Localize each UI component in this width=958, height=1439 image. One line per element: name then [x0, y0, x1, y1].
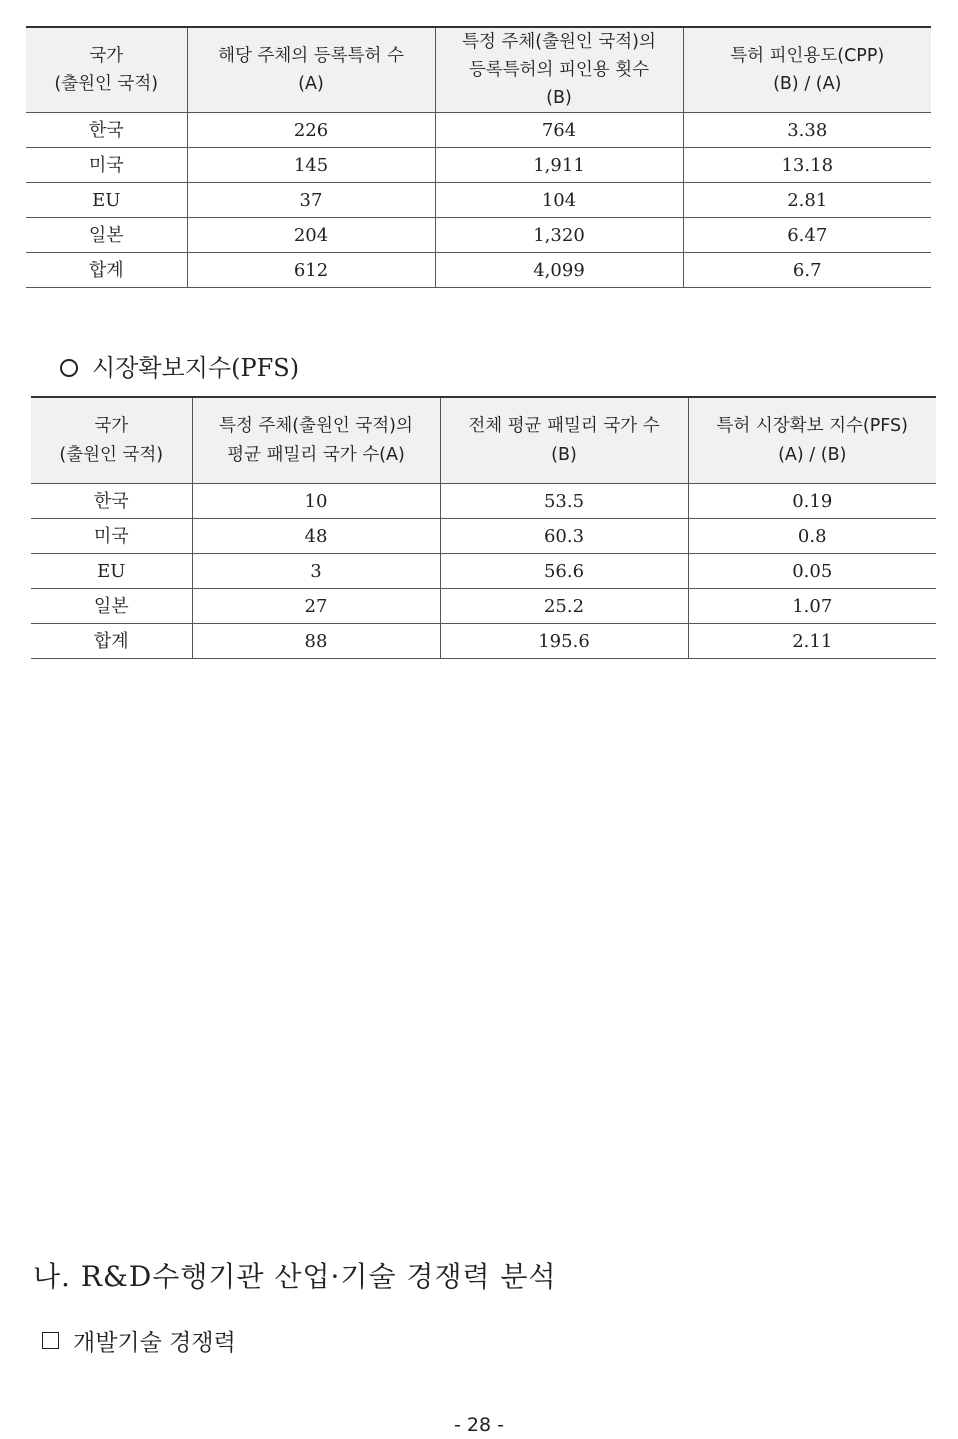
table-cell: 764 — [435, 113, 683, 148]
table-cell: 195.6 — [440, 624, 688, 659]
table-cell: 37 — [187, 183, 435, 218]
header-cpp: 특허 피인용도(CPP) (B) / (A) — [683, 27, 931, 113]
table-cell: 2.81 — [683, 183, 931, 218]
table-cell: 48 — [192, 519, 440, 554]
table-cell: 145 — [187, 148, 435, 183]
table-cell: 합계 — [26, 253, 187, 288]
table-cell: 1,911 — [435, 148, 683, 183]
table-cell: 3 — [192, 554, 440, 589]
table-row — [31, 519, 936, 554]
pfs-section-title — [60, 348, 299, 383]
table-cell: 6.7 — [683, 253, 931, 288]
header-citation-count: 특정 주체(출원인 국적)의 등록특허의 피인용 횟수 (B) — [435, 27, 683, 113]
table-cell: 한국 — [31, 484, 192, 519]
table-cell: EU — [26, 183, 187, 218]
table-cell: 53.5 — [440, 484, 688, 519]
table-cell: 60.3 — [440, 519, 688, 554]
table-cell: 4,099 — [435, 253, 683, 288]
table-cell: 0.8 — [688, 519, 936, 554]
table-header-row — [26, 27, 931, 113]
header-country: 국가 (출원인 국적) — [31, 397, 192, 484]
subsection-label: 개발기술 경쟁력 — [73, 1330, 236, 1356]
table-row — [26, 113, 931, 148]
table-cell: EU — [31, 554, 192, 589]
table-cell: 27 — [192, 589, 440, 624]
header-pfs: 특허 시장확보 지수(PFS) (A) / (B) — [688, 397, 936, 484]
table-row-total — [26, 253, 931, 288]
header-avg-family-countries: 특정 주체(출원인 국적)의 평균 패밀리 국가 수(A) — [192, 397, 440, 484]
pfs-table — [31, 396, 936, 659]
page-number: - 28 - — [454, 1414, 504, 1436]
header-total-avg-family: 전체 평균 패밀리 국가 수 (B) — [440, 397, 688, 484]
table-row — [26, 183, 931, 218]
table-cell: 6.47 — [683, 218, 931, 253]
checkbox-bullet-icon — [42, 1332, 59, 1349]
table-cell: 25.2 — [440, 589, 688, 624]
cpp-table — [26, 26, 931, 288]
table-cell: 1.07 — [688, 589, 936, 624]
table-row — [26, 148, 931, 183]
subsection-title — [42, 1324, 236, 1357]
table-cell: 0.05 — [688, 554, 936, 589]
table-cell: 0.19 — [688, 484, 936, 519]
table-row-total — [31, 624, 936, 659]
table-cell: 합계 — [31, 624, 192, 659]
table-row — [26, 218, 931, 253]
header-country: 국가 (출원인 국적) — [26, 27, 187, 113]
table-cell: 612 — [187, 253, 435, 288]
table-row — [31, 589, 936, 624]
table-row — [31, 554, 936, 589]
table-cell: 88 — [192, 624, 440, 659]
table-cell: 104 — [435, 183, 683, 218]
table-cell: 56.6 — [440, 554, 688, 589]
table-cell: 미국 — [31, 519, 192, 554]
circle-bullet-icon — [60, 359, 78, 377]
table-cell: 미국 — [26, 148, 187, 183]
table-header-row — [31, 397, 936, 484]
header-registered-patents: 해당 주체의 등록특허 수 (A) — [187, 27, 435, 113]
pfs-section-label: 시장확보지수(PFS) — [92, 354, 300, 382]
table-cell: 13.18 — [683, 148, 931, 183]
section-heading: 나. R&D수행기관 산업·기술 경쟁력 분석 — [33, 1260, 557, 1293]
table-row — [31, 484, 936, 519]
table-cell: 204 — [187, 218, 435, 253]
table-cell: 1,320 — [435, 218, 683, 253]
table-cell: 3.38 — [683, 113, 931, 148]
table-cell: 일본 — [26, 218, 187, 253]
table-cell: 226 — [187, 113, 435, 148]
table-cell: 10 — [192, 484, 440, 519]
table-cell: 한국 — [26, 113, 187, 148]
table-cell: 2.11 — [688, 624, 936, 659]
table-cell: 일본 — [31, 589, 192, 624]
